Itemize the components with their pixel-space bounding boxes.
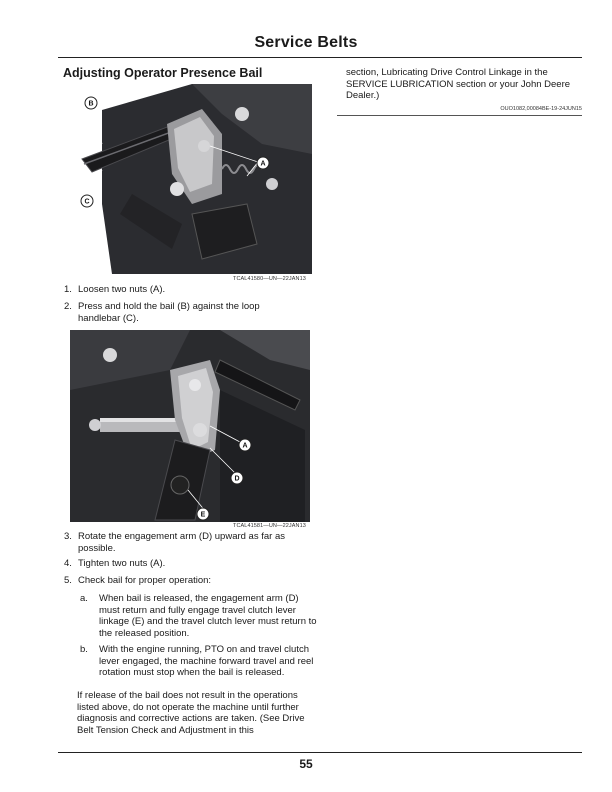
callout-a: A <box>242 442 248 450</box>
figure-bail-photo <box>72 84 312 274</box>
right-column-rule <box>337 115 582 116</box>
callout-d: D <box>234 475 240 483</box>
section-heading: Adjusting Operator Presence Bail <box>63 66 263 80</box>
callout-c: C <box>84 198 90 206</box>
figure-engagement-arm-photo <box>70 330 310 522</box>
substep-label: a. <box>80 593 88 604</box>
step-text: Press and hold the bail (B) against the loop handlebar (C). <box>78 301 260 324</box>
callout-e: E <box>200 511 206 519</box>
right-column-continuation: section, Lubricating Drive Control Linkage in the SERVICE LUBRICATION section or your John Deere Dealer.) <box>346 67 571 101</box>
step-text: Check bail for proper operation: <box>78 575 212 586</box>
callout-b: B <box>88 100 94 108</box>
step-number: 4. <box>64 558 72 569</box>
step-number: 3. <box>64 531 72 542</box>
step-text: Loosen two nuts (A). <box>78 284 166 295</box>
header-rule <box>58 57 582 58</box>
page-number: 55 <box>299 757 313 771</box>
substep-text: When bail is released, the engagement arm (D) must return and fully engage travel clutch lever linkage (E) and the travel clutch lever must return to the released position. <box>99 593 317 639</box>
step-number: 5. <box>64 575 72 586</box>
footer-rule <box>58 752 582 753</box>
figure2-caption: TCAL41581—UN—22JAN13 <box>233 523 306 529</box>
step-text: Rotate the engagement arm (D) upward as far as possible. <box>78 531 285 554</box>
substep-text: With the engine running, PTO on and travel clutch lever engaged, the machine forward travel and reel rotation must stop when the bail is released. <box>99 644 314 678</box>
step-number: 1. <box>64 284 72 295</box>
closing-paragraph: If release of the bail does not result in the operations listed above, do not operate the machine until further diagnosis and corrective actions are taken. (See Drive Belt Tension Check and Adjustment in this <box>77 690 305 736</box>
substep-label: b. <box>80 644 88 655</box>
step-number: 2. <box>64 301 72 312</box>
document-id: OUO1082,00084BE-19-24JUN15 <box>500 106 582 112</box>
step-text: Tighten two nuts (A). <box>78 558 166 569</box>
figure1-caption: TCAL41580—UN—22JAN13 <box>233 276 306 282</box>
callout-a: A <box>260 160 266 168</box>
page-title: Service Belts <box>254 34 358 51</box>
